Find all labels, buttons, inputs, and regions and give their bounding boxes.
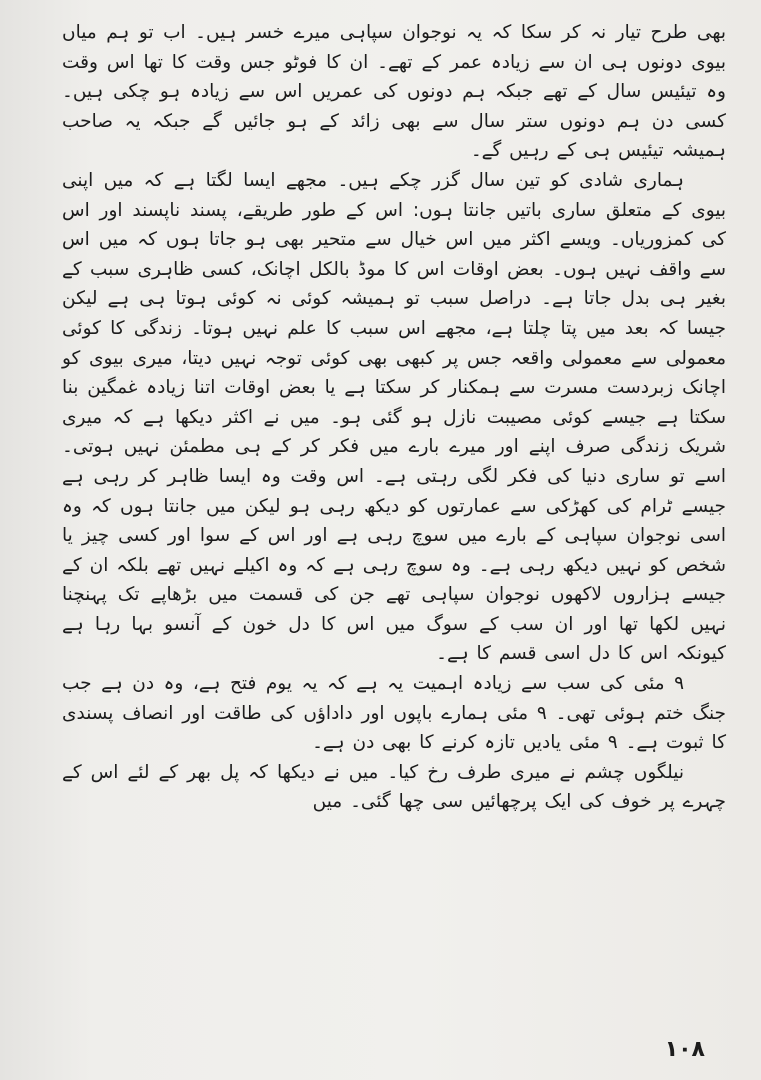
paragraph-3: ۹ مئی کی سب سے زیادہ اہمیت یہ ہے کہ یہ یوم فتح ہے، وہ دن ہے جب جنگ ختم ہوئی تھی۔ ۹ مئی ہمارے باپوں اور داداؤں کی طاقت اور انصاف پسندی کا ثبوت ہے۔ ۹ مئی یادیں تازہ کرنے کا بھی دن ہے۔: [62, 673, 726, 754]
page-body-text: [62, 18, 726, 817]
page-number: ۱۰۸: [664, 1037, 705, 1062]
paragraph-1: بھی طرح تیار نہ کر سکا کہ یہ نوجوان سپاہی میرے خسر ہیں۔ اب تو ہم میاں بیوی دونوں ہی ان سے زیادہ عمر کے تھے۔ ان کا فوٹو جس وقت کا تھا اس وقت وہ تیئیس سال کے تھے جبکہ ہم دونوں کی عمریں اس سے زیادہ ہو چکی ہیں۔ کسی دن ہم دونوں ستر سال سے بھی زائد کے ہو جائیں گے جبکہ یہ صاحب ہمیشہ تیئیس ہی کے رہیں گے۔: [62, 22, 726, 162]
paragraph-4: نیلگوں چشم نے میری طرف رخ کیا۔ میں نے دیکھا کہ پل بھر کے لئے اس کے چہرے پر خوف کی ایک پرچھائیں سی چھا گئی۔ میں: [62, 761, 726, 813]
paragraph-2: ہماری شادی کو تین سال گزر چکے ہیں۔ مجھے ایسا لگتا ہے کہ میں اپنی بیوی کے متعلق ساری باتیں جانتا ہوں: اس کے طور طریقے، پسند ناپسند اور اس کی کمزوریاں۔ ویسے اکثر میں اس خیال سے متحیر بھی ہو جاتا ہوں کہ میں اس سے واقف نہیں ہوں۔ بعض اوقات اس کا موڈ بالکل اچانک، کسی ظاہری سبب کے بغیر ہی بدل جاتا ہے۔ دراصل سبب تو ہمیشہ کوئی نہ کوئی ہوتا ہی ہے لیکن جیسا کہ بعد میں پتا چلتا ہے، مجھے اس سبب کا علم نہیں ہوتا۔ زندگی کا کوئی معمولی سے معمولی واقعہ جس پر کبھی بھی کوئی توجہ نہیں دیتا، میری بیوی کو اچانک زبردست مسرت سے ہمکنار کر سکتا ہے یا بعض اوقات اتنا زیادہ غمگین بنا سکتا ہے جیسے کوئی مصیبت نازل ہو گئی ہو۔ میں نے اکثر دیکھا ہے کہ میری شریک زندگی صرف اپنے اور میرے بارے میں فکر کر کے ہی مطمئن نہیں ہوتی۔ اسے تو ساری دنیا کی فکر لگی رہتی ہے۔ اس وقت وہ ایسا ظاہر کر رہی ہے جیسے ٹرام کی کھڑکی سے عمارتوں کو دیکھ رہی ہو لیکن میں جانتا ہوں کہ وہ اسی نوجوان سپاہی کے بارے میں سوچ رہی ہے اور اس کے سوا اور کسی چیز یا شخص کو نہیں دیکھ رہی ہے۔ وہ سوچ رہی ہے کہ وہ اکیلے نہیں تھے بلکہ ان کے جیسے ہزاروں لاکھوں نوجوان سپاہی تھے جن کی قسمت میں بڑھاپے تک پہنچنا نہیں لکھا تھا اور ان سب کے سوگ میں اس کا دل خون کے آنسو بہا رہا ہے کیونکہ اس کا دل اسی قسم کا ہے۔: [62, 169, 726, 665]
